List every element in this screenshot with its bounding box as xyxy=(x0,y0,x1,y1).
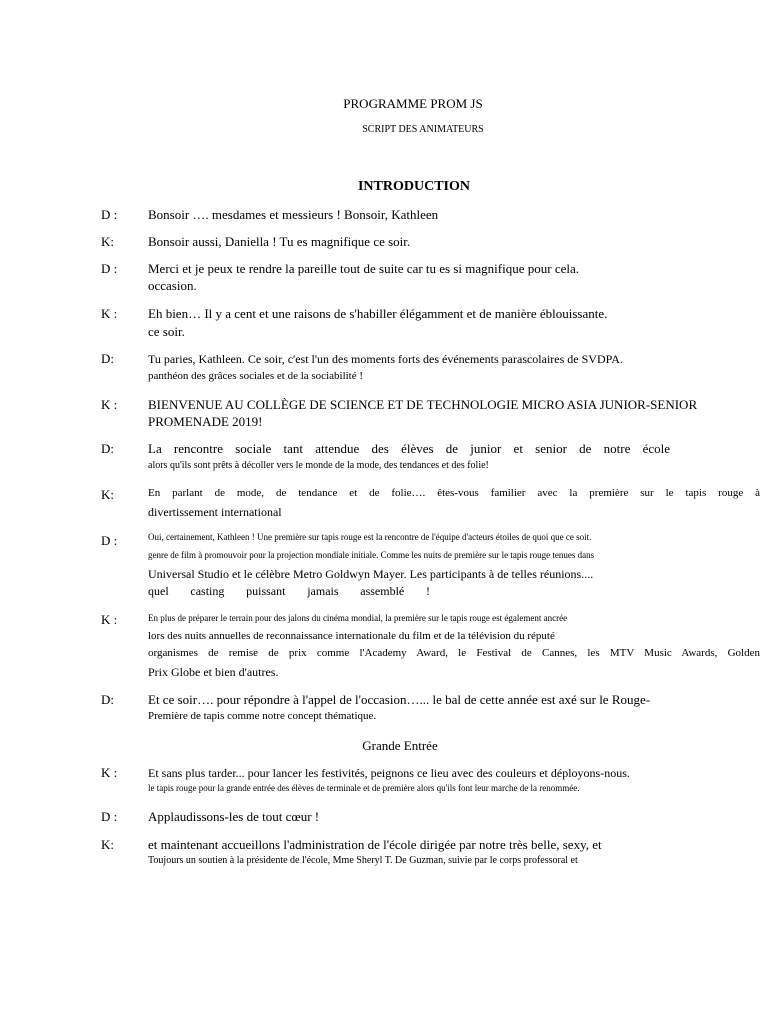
speaker-label: K: xyxy=(101,837,114,852)
speaker-label: K : xyxy=(101,397,118,412)
speaker-label: D: xyxy=(101,351,114,366)
script-line: Et sans plus tarder... pour lancer les festivités, peignons ce lieu avec des couleurs et déployons-nous. xyxy=(148,766,630,780)
script-line: La rencontre sociale tant attendue des élèves de junior et senior de notre école xyxy=(148,441,670,456)
script-line: En plus de préparer le terrain pour des jalons du cinéma mondial, la première sur le tapis rouge est également ancrée xyxy=(148,613,568,623)
section-heading-grande-entree: Grande Entrée xyxy=(362,738,438,753)
document-subtitle: SCRIPT DES ANIMATEURS xyxy=(362,124,484,135)
speaker-label: K : xyxy=(101,612,118,627)
script-line: occasion. xyxy=(148,278,197,293)
script-line: Et ce soir…. pour répondre à l'appel de l'occasion…... le bal de cette année est axé sur le Rouge- xyxy=(148,692,651,707)
script-line: Tu paries, Kathleen. Ce soir, c'est l'un des moments forts des événements parascolaires de SVDPA. xyxy=(148,352,623,366)
script-line: Toujours un soutien à la présidente de l'école, Mme Sheryl T. De Guzman, suivie par le corps professoral et xyxy=(148,855,578,866)
speaker-label: K: xyxy=(101,234,114,249)
script-line: En parlant de mode, de tendance et de folie…. êtes-vous familier avec la première sur le tapis rouge à xyxy=(148,487,760,499)
script-line: panthéon des grâces sociales et de la sociabilité ! xyxy=(148,370,364,382)
speaker-label: K : xyxy=(101,765,118,780)
speaker-label: D: xyxy=(101,441,114,456)
script-line: ce soir. xyxy=(148,324,185,339)
script-line: le tapis rouge pour la grande entrée des élèves de terminale et de première alors qu'ils font leur marche de la renommée. xyxy=(148,783,580,793)
speaker-label: D : xyxy=(101,207,118,222)
script-line: Bonsoir …. mesdames et messieurs ! Bonsoir, Kathleen xyxy=(148,207,439,222)
script-line: PROMENADE 2019! xyxy=(148,414,263,429)
script-line: organismes de remise de prix comme l'Academy Award, le Festival de Cannes, les MTV Music Awards, Golden xyxy=(148,647,760,659)
script-line: divertissement international xyxy=(148,505,282,519)
script-line: Universal Studio et le célèbre Metro Goldwyn Mayer. Les participants à de telles réunions.... xyxy=(148,567,594,581)
document-title: PROGRAMME PROM JS xyxy=(343,96,483,111)
script-line: Eh bien… Il y a cent et une raisons de s'habiller élégamment et de manière éblouissante. xyxy=(148,306,608,321)
script-line: Prix Globe et bien d'autres. xyxy=(148,665,279,679)
script-line: Merci et je peux te rendre la pareille tout de suite car tu es si magnifique pour cela. xyxy=(148,261,579,276)
script-line: lors des nuits annuelles de reconnaissance internationale du film et de la télévision du réputé xyxy=(148,630,555,642)
speaker-label: D : xyxy=(101,809,118,824)
script-line: Première de tapis comme notre concept thématique. xyxy=(148,710,377,722)
speaker-label: D : xyxy=(101,261,118,276)
script-line: Bonsoir aussi, Daniella ! Tu es magnifique ce soir. xyxy=(148,234,411,249)
script-line: Applaudissons-les de tout cœur ! xyxy=(148,809,320,824)
script-line: quel casting puissant jamais assemblé ! xyxy=(148,584,430,598)
speaker-label: D: xyxy=(101,692,114,707)
script-line: BIENVENUE AU COLLÈGE DE SCIENCE ET DE TECHNOLOGIE MICRO ASIA JUNIOR-SENIOR xyxy=(148,397,698,412)
speaker-label: K : xyxy=(101,306,118,321)
script-line: et maintenant accueillons l'administration de l'école dirigée par notre très belle, sexy, et xyxy=(148,837,602,852)
script-line: alors qu'ils sont prêts à décoller vers le monde de la mode, des tendances et des folie! xyxy=(148,460,489,471)
speaker-label: D : xyxy=(101,533,118,548)
script-line: Oui, certainement, Kathleen ! Une première sur tapis rouge est la rencontre de l'équipe d'acteurs étoiles de quoi que ce soit. xyxy=(148,532,592,542)
section-heading-introduction: INTRODUCTION xyxy=(357,179,470,194)
speaker-label: K: xyxy=(101,487,114,502)
script-line: genre de film à promouvoir pour la projection mondiale initiale. Comme les nuits de première sur le tapis rouge tenues dans xyxy=(148,550,595,560)
